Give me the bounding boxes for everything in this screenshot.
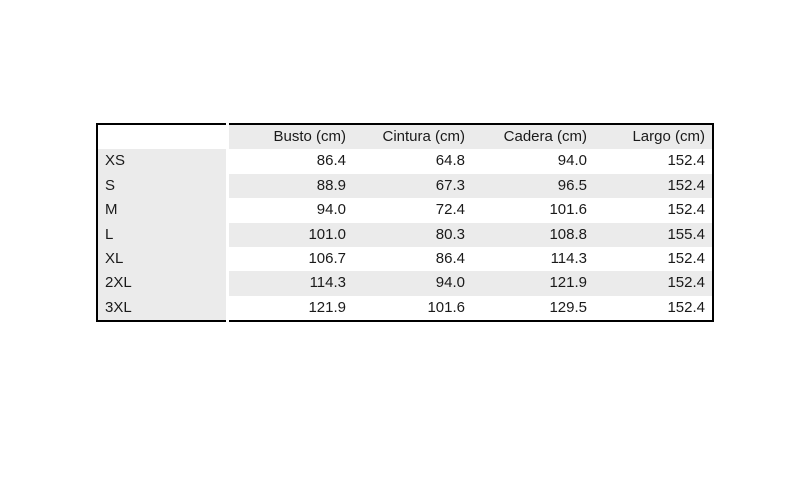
cell-cadera: 121.9	[472, 271, 594, 295]
cell-cintura: 80.3	[353, 223, 472, 247]
cell-cadera: 129.5	[472, 296, 594, 321]
cell-cintura: 86.4	[353, 247, 472, 271]
cell-cintura: 72.4	[353, 198, 472, 222]
cell-cadera: 101.6	[472, 198, 594, 222]
table-row-l	[97, 223, 713, 247]
cell-cadera: 114.3	[472, 247, 594, 271]
size-chart-table	[96, 123, 714, 322]
cell-largo: 152.4	[594, 174, 713, 198]
row-label: 2XL	[97, 271, 227, 295]
cell-busto: 106.7	[227, 247, 353, 271]
cell-busto: 86.4	[227, 149, 353, 173]
cell-busto: 101.0	[227, 223, 353, 247]
table-row-2xl	[97, 271, 713, 295]
column-header-cadera: Cadera (cm)	[472, 124, 594, 149]
cell-largo: 152.4	[594, 149, 713, 173]
cell-cintura: 67.3	[353, 174, 472, 198]
cell-cintura: 64.8	[353, 149, 472, 173]
table-row-xs	[97, 149, 713, 173]
row-label: M	[97, 198, 227, 222]
column-header-busto: Busto (cm)	[227, 124, 353, 149]
cell-cadera: 94.0	[472, 149, 594, 173]
column-header-cintura: Cintura (cm)	[353, 124, 472, 149]
cell-largo: 155.4	[594, 223, 713, 247]
cell-busto: 114.3	[227, 271, 353, 295]
cell-largo: 152.4	[594, 296, 713, 321]
row-label: L	[97, 223, 227, 247]
corner-cell	[97, 124, 227, 149]
row-label: S	[97, 174, 227, 198]
cell-largo: 152.4	[594, 247, 713, 271]
cell-busto: 88.9	[227, 174, 353, 198]
table-row-m	[97, 198, 713, 222]
header-row	[97, 124, 713, 149]
row-label: XS	[97, 149, 227, 173]
cell-busto: 94.0	[227, 198, 353, 222]
table-row-s	[97, 174, 713, 198]
row-label: 3XL	[97, 296, 227, 321]
cell-cadera: 108.8	[472, 223, 594, 247]
table-row-xl	[97, 247, 713, 271]
cell-cintura: 101.6	[353, 296, 472, 321]
cell-busto: 121.9	[227, 296, 353, 321]
cell-cadera: 96.5	[472, 174, 594, 198]
table-row-3xl	[97, 296, 713, 321]
row-label: XL	[97, 247, 227, 271]
cell-largo: 152.4	[594, 198, 713, 222]
cell-cintura: 94.0	[353, 271, 472, 295]
column-header-largo: Largo (cm)	[594, 124, 713, 149]
cell-largo: 152.4	[594, 271, 713, 295]
